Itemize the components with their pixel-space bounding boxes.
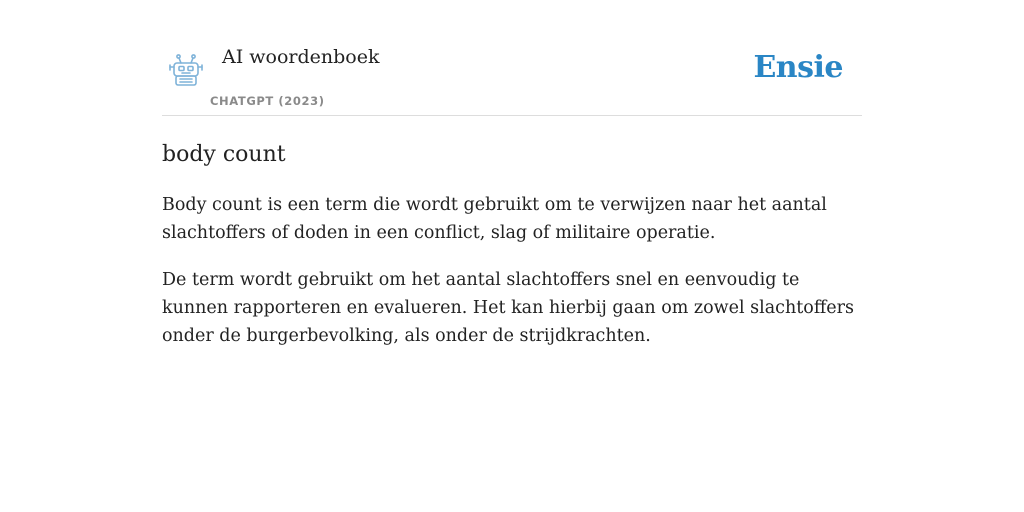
entry-definition xyxy=(162,191,862,350)
dictionary-title[interactable]: AI woordenboek xyxy=(222,46,380,68)
source-label: CHATGPT (2023) xyxy=(210,94,325,108)
robot-icon xyxy=(166,52,206,88)
entry-term: body count xyxy=(162,142,286,167)
brand-logo[interactable]: Ensie xyxy=(753,50,843,85)
definition-paragraph: Body count is een term die wordt gebruikt om te verwijzen naar het aantal slachtoffers of doden in een conflict, slag of militaire operatie. xyxy=(162,195,827,243)
definition-paragraph: De term wordt gebruikt om het aantal slachtoffers snel en eenvoudig te kunnen rapporteren en evalueren. Het kan hierbij gaan om zowel slachtoffers onder de burgerbevolking, als onder de strijdkrachten. xyxy=(162,270,854,346)
page xyxy=(162,0,862,369)
entry-header xyxy=(162,0,862,116)
